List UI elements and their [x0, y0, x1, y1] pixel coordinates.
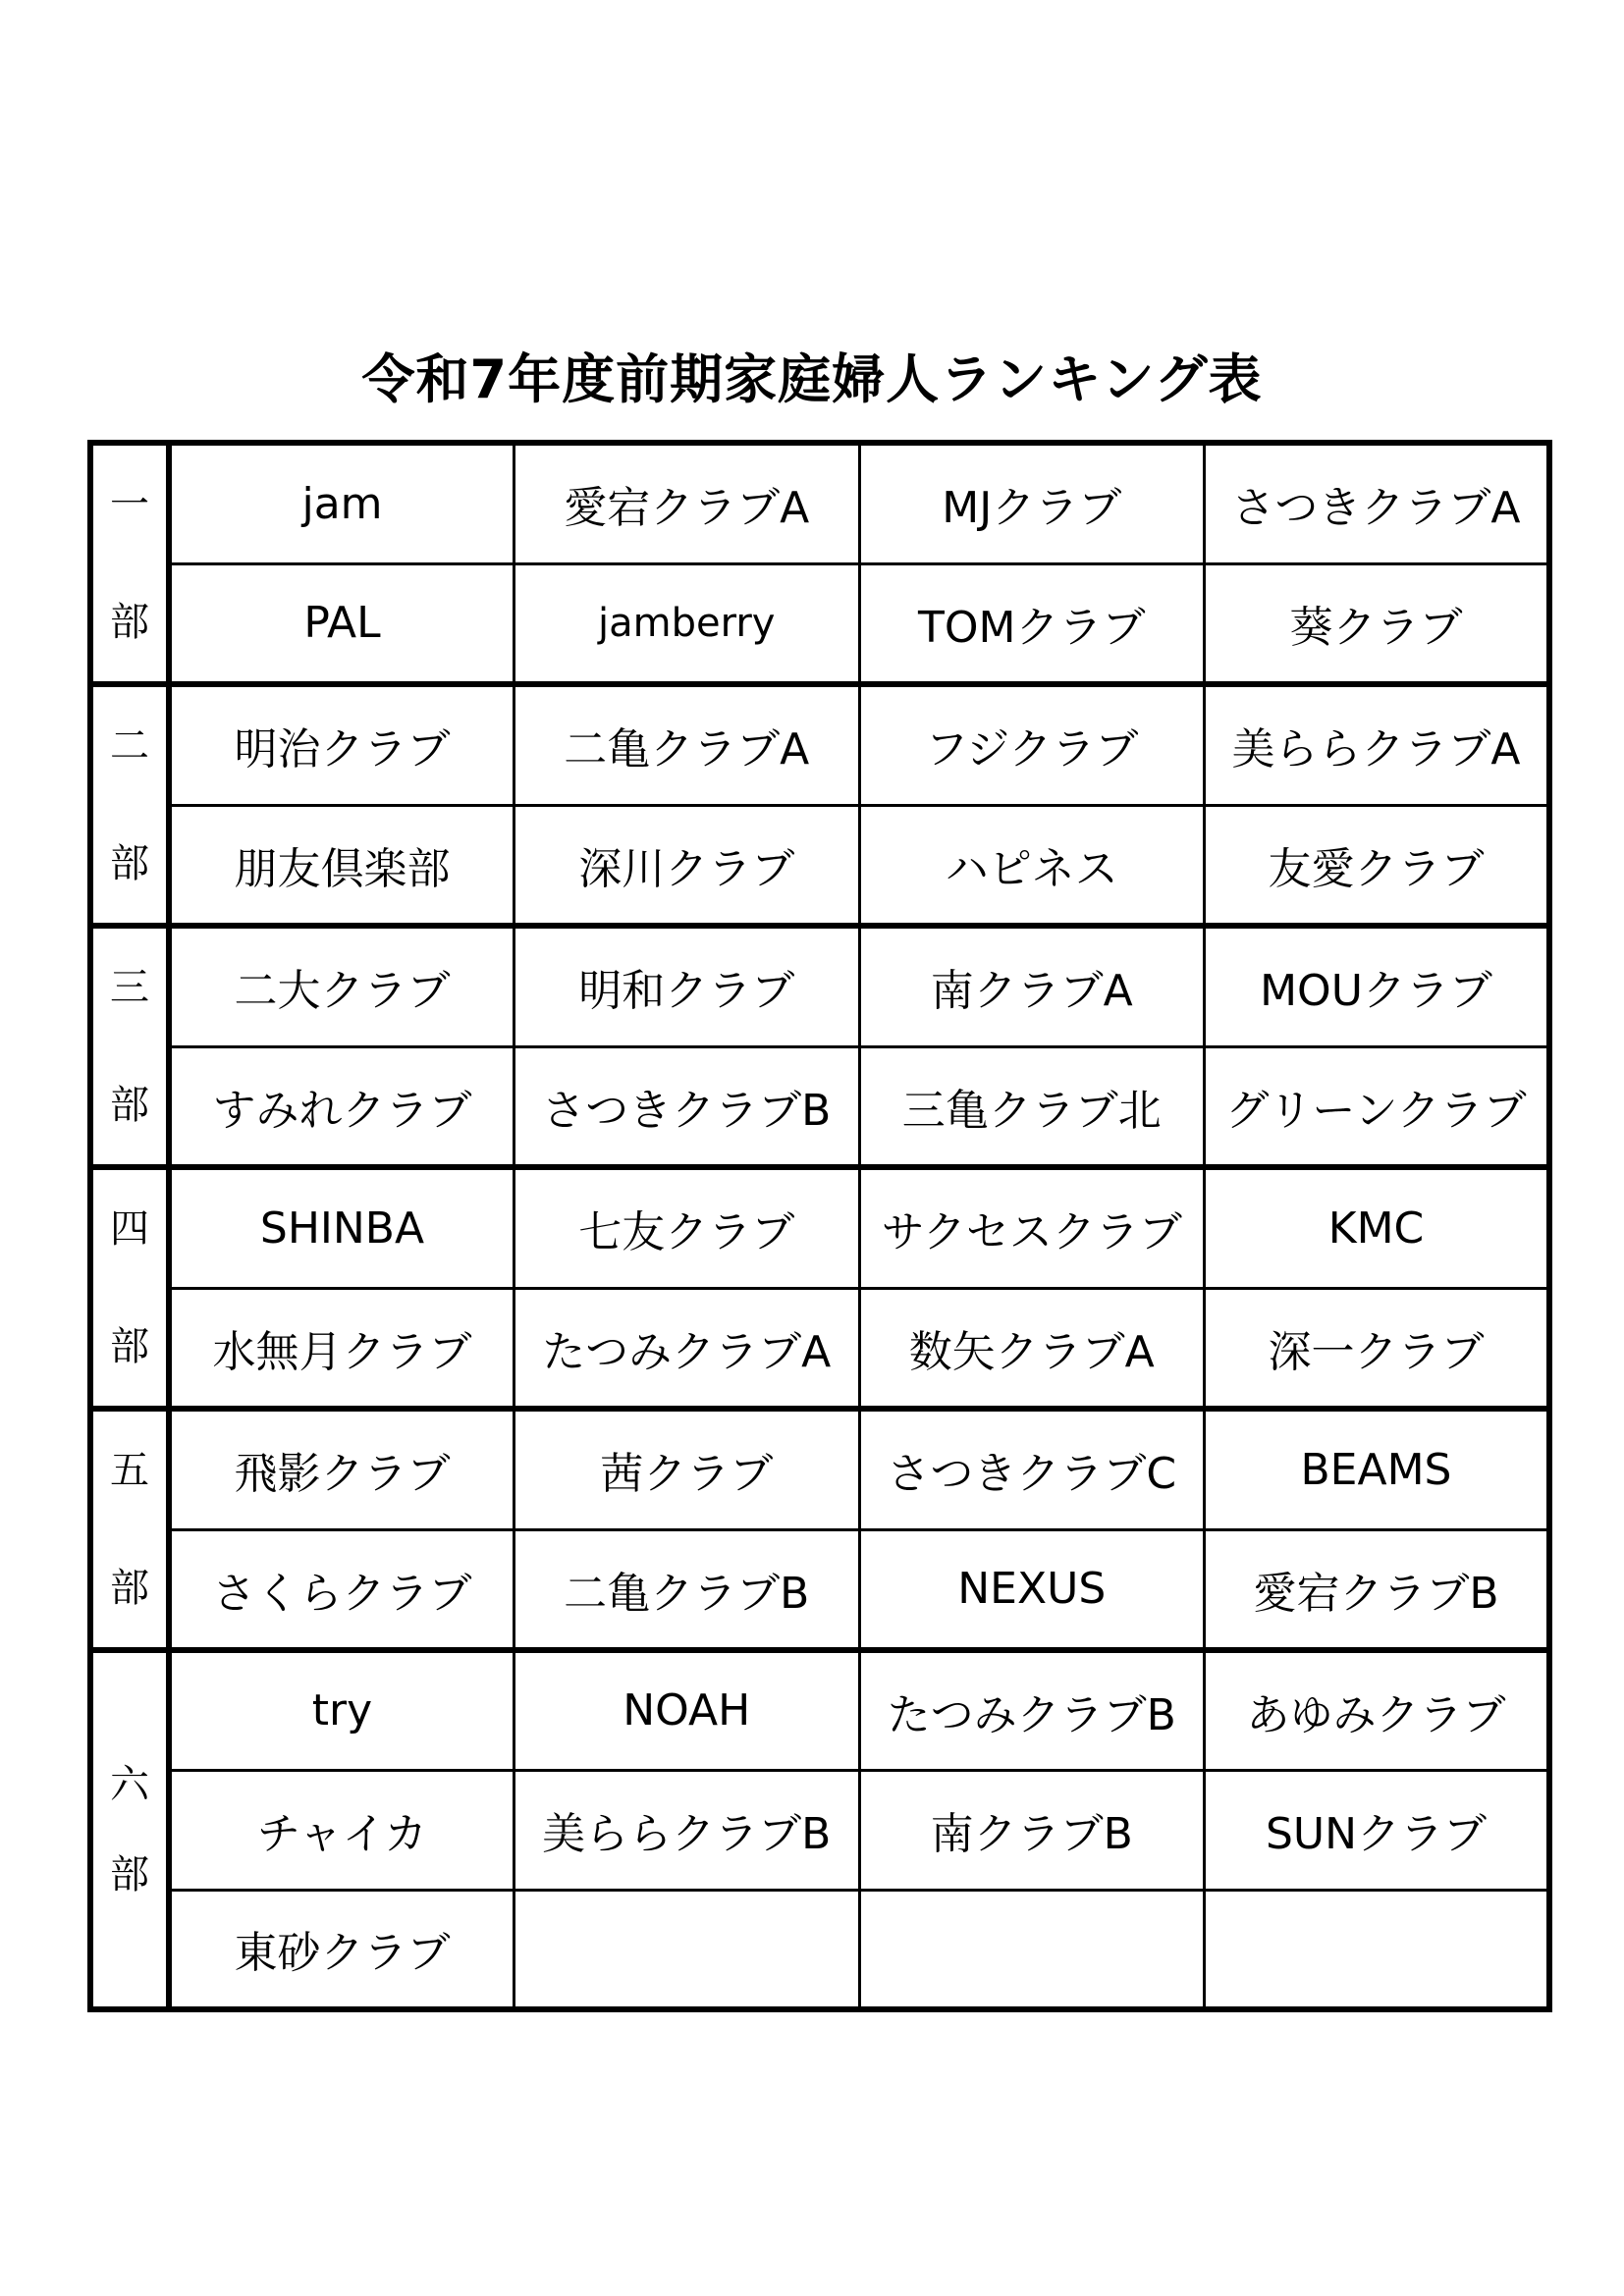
- team-cell: [1205, 1046, 1550, 1167]
- team-cell: [859, 926, 1205, 1046]
- team-cell: [169, 443, 514, 563]
- team-name: PAL: [303, 598, 381, 649]
- team-name: 朋友倶楽部: [234, 843, 451, 894]
- division-label-cell: [90, 1409, 169, 1650]
- team-name: 二亀クラブB: [564, 1568, 810, 1619]
- team-name: グリーンクラブ: [1225, 1085, 1527, 1136]
- division-label-top: 四: [110, 1206, 149, 1252]
- division-label-top: 六: [110, 1762, 149, 1807]
- division-label-cell: [90, 1167, 169, 1409]
- team-cell: [859, 1046, 1205, 1167]
- team-cell: [1205, 805, 1550, 926]
- team-name: 葵クラブ: [1289, 602, 1463, 653]
- team-cell: [1205, 1650, 1550, 1770]
- team-cell: [514, 805, 860, 926]
- division-label-top: 二: [110, 723, 149, 769]
- table-row: [90, 443, 1549, 563]
- team-cell: [859, 805, 1205, 926]
- team-cell: [514, 926, 860, 1046]
- team-name: 愛宕クラブB: [1253, 1568, 1499, 1619]
- team-cell: [1205, 1167, 1550, 1288]
- team-cell: [169, 1650, 514, 1770]
- team-name: try: [311, 1685, 373, 1736]
- team-cell: [1205, 1890, 1550, 2009]
- team-name: 三亀クラブ北: [901, 1085, 1162, 1136]
- team-name: 七友クラブ: [578, 1207, 795, 1258]
- team-name: 美ららクラブB: [542, 1809, 832, 1859]
- team-cell: [169, 1288, 514, 1409]
- team-name: NOAH: [623, 1685, 751, 1736]
- team-cell: [1205, 684, 1550, 805]
- table-row: [90, 563, 1549, 684]
- team-cell: [514, 563, 860, 684]
- team-name: jam: [301, 478, 383, 529]
- team-name: 友愛クラブ: [1268, 843, 1485, 894]
- team-name: BEAMS: [1300, 1444, 1452, 1495]
- team-name: 深川クラブ: [578, 843, 795, 894]
- team-name: 数矢クラブA: [908, 1326, 1155, 1377]
- table-row: [90, 1167, 1549, 1288]
- team-name: 深一クラブ: [1268, 1326, 1485, 1377]
- division-label-cell: [90, 1650, 169, 2009]
- division-label-bottom: 部: [110, 1852, 149, 1897]
- table-row: [90, 805, 1549, 926]
- team-cell: [859, 443, 1205, 563]
- table-row: [90, 1890, 1549, 2009]
- team-name: さつきクラブB: [542, 1085, 832, 1136]
- team-cell: [169, 1409, 514, 1529]
- team-name: 茜クラブ: [600, 1449, 774, 1500]
- team-name: 東砂クラブ: [234, 1928, 451, 1979]
- team-cell: [169, 684, 514, 805]
- table-row: [90, 1288, 1549, 1409]
- team-cell: [169, 926, 514, 1046]
- team-name: 明和クラブ: [578, 966, 795, 1017]
- division-label-top: 一: [110, 482, 149, 527]
- team-name: たつみクラブB: [887, 1689, 1176, 1740]
- team-name: 南クラブB: [930, 1809, 1133, 1859]
- team-cell: [1205, 926, 1550, 1046]
- team-name: 明治クラブ: [234, 724, 451, 775]
- team-cell: [1205, 1529, 1550, 1650]
- team-cell: [514, 1046, 860, 1167]
- table-row: [90, 1046, 1549, 1167]
- table-row: [90, 1650, 1549, 1770]
- table-row: [90, 1770, 1549, 1890]
- team-name: フジクラブ: [925, 724, 1139, 775]
- team-cell: [169, 563, 514, 684]
- team-cell: [169, 805, 514, 926]
- division-label-bottom: 部: [110, 1083, 149, 1128]
- team-name: 二亀クラブA: [564, 724, 810, 775]
- team-cell: [859, 1409, 1205, 1529]
- division-label-top: 五: [110, 1448, 149, 1493]
- team-cell: [514, 1890, 860, 2009]
- team-cell: [859, 1529, 1205, 1650]
- team-cell: [1205, 563, 1550, 684]
- team-name: ハピネス: [945, 843, 1118, 894]
- team-cell: [1205, 1409, 1550, 1529]
- team-cell: [859, 684, 1205, 805]
- team-cell: [169, 1167, 514, 1288]
- team-cell: [514, 1167, 860, 1288]
- team-cell: [859, 1650, 1205, 1770]
- team-cell: [169, 1770, 514, 1890]
- team-name: 飛影クラブ: [234, 1449, 451, 1500]
- ranking-table: [87, 440, 1552, 2012]
- team-name: すみれクラブ: [212, 1085, 472, 1136]
- team-name: 愛宕クラブA: [564, 483, 810, 534]
- team-name: 二大クラブ: [234, 966, 451, 1017]
- team-name: あゆみクラブ: [1246, 1689, 1506, 1740]
- table-row: [90, 1409, 1549, 1529]
- team-cell: [514, 1770, 860, 1890]
- team-cell: [169, 1529, 514, 1650]
- team-cell: [859, 1770, 1205, 1890]
- division-label-cell: [90, 926, 169, 1167]
- team-cell: [514, 684, 860, 805]
- division-label-bottom: 部: [110, 841, 149, 886]
- team-cell: [859, 1288, 1205, 1409]
- team-name: たつみクラブA: [542, 1326, 832, 1377]
- team-name: jamberry: [598, 600, 776, 646]
- team-cell: [514, 1529, 860, 1650]
- page-title: 令和7年度前期家庭婦人ランキング表: [361, 348, 1263, 410]
- team-cell: [1205, 1770, 1550, 1890]
- division-label-cell: [90, 443, 169, 684]
- table-row: [90, 684, 1549, 805]
- division-label-bottom: 部: [110, 1324, 149, 1369]
- team-cell: [514, 1288, 860, 1409]
- team-name: 美ららクラブA: [1231, 724, 1521, 775]
- team-name: TOMクラブ: [918, 602, 1146, 653]
- team-cell: [859, 1890, 1205, 2009]
- table-row: [90, 1529, 1549, 1650]
- team-name: 南クラブA: [930, 966, 1133, 1017]
- team-name: 水無月クラブ: [212, 1326, 472, 1377]
- team-cell: [169, 1046, 514, 1167]
- division-label-bottom: 部: [110, 1566, 149, 1611]
- team-name: サクセスクラブ: [881, 1207, 1182, 1258]
- table-row: [90, 926, 1549, 1046]
- team-name: さくらクラブ: [212, 1568, 472, 1619]
- team-cell: [169, 1890, 514, 2009]
- team-cell: [514, 1409, 860, 1529]
- team-name: SUNクラブ: [1265, 1809, 1488, 1859]
- team-cell: [1205, 1288, 1550, 1409]
- team-name: MJクラブ: [942, 483, 1122, 534]
- team-cell: [1205, 443, 1550, 563]
- team-name: さつきクラブA: [1231, 483, 1521, 534]
- team-cell: [514, 443, 860, 563]
- division-label-top: 三: [110, 965, 149, 1010]
- division-label-bottom: 部: [110, 600, 149, 645]
- team-name: KMC: [1327, 1202, 1425, 1254]
- team-name: さつきクラブC: [887, 1449, 1177, 1500]
- team-name: MOUクラブ: [1260, 966, 1492, 1017]
- team-name: NEXUS: [957, 1564, 1107, 1615]
- team-cell: [859, 563, 1205, 684]
- team-cell: [859, 1167, 1205, 1288]
- team-cell: [514, 1650, 860, 1770]
- team-name: チャイカ: [256, 1809, 428, 1859]
- division-label-cell: [90, 684, 169, 926]
- team-name: SHINBA: [259, 1202, 425, 1254]
